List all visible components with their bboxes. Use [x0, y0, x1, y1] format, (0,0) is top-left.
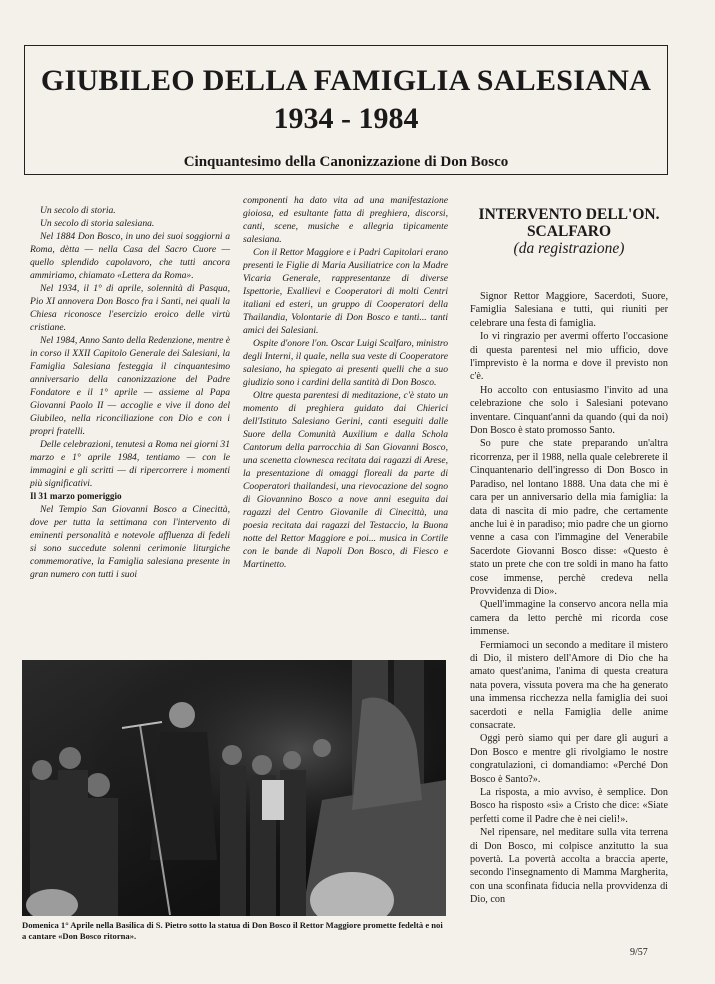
paragraph: Nel 1934, il 1° di aprile, solennità di Pasqua, Pio XI annovera Don Bosco fra i Santi, nei quali la Chiesa riconosce l'esercizio eroico delle virtù cristiane.	[30, 283, 230, 333]
paragraph: Oggi però siamo qui per dare gli auguri a Don Bosco e mentre gli rivolgiamo le nostre congratulazioni, ci domandiamo: «Perché Don Bosco è Santo?».	[470, 733, 668, 785]
page-subtitle: Cinquantesimo della Canonizzazione di Don Bosco	[183, 154, 509, 170]
page-title: GIUBILEO DELLA FAMIGLIA SALESIANA	[40, 64, 652, 97]
section-heading: Il 31 marzo pomeriggio	[30, 491, 122, 501]
paragraph: Quell'immagine la conservo ancora nella mia camera da letto perchè mi ricorda cose immense.	[470, 599, 668, 638]
paragraph: Un secolo di storia salesiana.	[40, 218, 155, 229]
paragraph: Oltre questa parentesi di meditazione, c'è stato un momento di preghiera guidato dai Chierici dell'Istituto Salesiano Gerini, canti eseguiti dalle Suore della Comunità Auxilium e dalla Schola Cantorum della parrocchia di San Giovanni Bosco, una scenetta clownesca recitata dai ragazzi di Arese, la presentazione di omaggi floreali da parte di Cooperatori thailandesi, una rievocazione del sogno di Giovannino Bosco a nove anni eseguita dai ragazzi del Centro Giovanile di Cinecittà, una poesia recitata dai ragazzi del Testaccio, la Buona notte del Rettor Maggiore e poi... musica in Cortile con le bande di Napoli Don Bosco, di Fiesco e Martinetto.	[243, 390, 448, 570]
page-title-years: 1934 - 1984	[273, 102, 419, 135]
paragraph: Nel 1984, Anno Santo della Redenzione, mentre è in corso il XXII Capitolo Generale dei Salesiani, la Famiglia Salesiana festeggia il cinquantesimo anniversario della canonizzazione del Padre Fondatore e il 1° aprile — assieme al Papa Giovanni Paolo II — accoglie e vive il dono del Giubileo, nella riconciliazione con Dio e con i propri fratelli.	[30, 335, 230, 437]
photo-caption: Domenica 1° Aprile nella Basilica di S. Pietro sotto la statua di Don Bosco il Rettor Maggiore promette fedeltà e noi a cantare «Don Bosco ritorna».	[22, 920, 443, 941]
paragraph: Fermiamoci un secondo a meditare il mistero di Dio, il mistero dell'Amore di Dio che ha amato quest'anima, l'anima di questa creatura nata povera, vissuta povera ma che ha generato una immensa ricchezza nella famiglia dei suoi sacerdoti e nella Famiglia delle anime consacrate.	[470, 639, 668, 731]
paragraph: So pure che state preparando un'altra ricorrenza, per il 1988, nella quale celebrerete il Cinquantenario dell'ingresso di Don Bosco in Paradiso, nel lontano 1888. Una data che mi è cara per un anniversario della mia famiglia: la data di nascita di mio padre, che certamente anche lui è in paradiso; mio padre che un giorno venne a casa con l'immagine del Venerabile Sacerdote Giovanni Bosco disse: «Questo è stato un prete che con tre soldi in mano ha fatto cose immense, perchè credeva nella Provvidenza di Dio».	[470, 438, 668, 597]
paragraph: Ho accolto con entusiasmo l'invito ad una celebrazione che solo i Salesiani potevano inventare. Cinquant'anni da quando (qui da noi) Don Bosco è stato promosso Santo.	[470, 384, 668, 437]
paragraph: Delle celebrazioni, tenutesi a Roma nei giorni 31 marzo e 1° aprile 1984, tentiamo — con le immagini e gli scritti — di ripercorrere i momenti più significativi.	[30, 439, 230, 489]
page-number: 9/57	[630, 947, 648, 958]
article-subtitle: (da registrazione)	[513, 240, 625, 257]
paragraph: Nel ripensare, nel meditare sulla vita terrena di Don Bosco, mi colpisce anzitutto la sua povertà. La povertà accolta a braccia aperte, secondo l'insegnamento di Mamma Margherita, con una sconfinata fiducia nella provvidenza di Dio, con	[470, 827, 668, 906]
column-1	[30, 204, 230, 581]
photo-image	[22, 660, 446, 916]
article-title: INTERVENTO DELL'ON. SCALFARO	[478, 206, 660, 240]
column-3	[470, 290, 668, 907]
paragraph: Nel 1884 Don Bosco, in uno dei suoi soggiorni a Roma, dètta — nella Casa del Sacro Cuore — quello splendido capolavoro, che tutti ancora ammiriamo, chiamato «Lettera da Roma».	[30, 231, 230, 281]
header-box	[24, 45, 668, 175]
photo-basilica-ceremony	[22, 660, 446, 916]
article-heading	[470, 206, 668, 257]
paragraph: La risposta, a mio avviso, è semplice. Don Bosco ha risposto «sì» a Cristo che dice: «Siate perfetti come il Padre che è nei cieli!».	[470, 787, 668, 825]
paragraph: Io vi ringrazio per avermi offerto l'occasione di questa parentesi nel mio ufficio, dove l'imprevisto è la norma e dove il previsto non c'è.	[470, 331, 668, 383]
paragraph: Signor Rettor Maggiore, Sacerdoti, Suore, Famiglia Salesiana e tutti, qui riuniti per celebrare una festa di famiglia.	[470, 291, 668, 329]
paragraph: Con il Rettor Maggiore e i Padri Capitolari erano presenti le Figlie di Maria Ausiliatrice con la Madre Vicaria Generale, rappresentanze di diverse Ispettorie, Exallievi e Cooperatori di molti Centri italiani ed esteri, un gruppo di Cooperatori della Thailandia, Volontarie di Don Bosco e tanti... tanti amici dei Salesiani.	[243, 247, 448, 336]
paragraph: Un secolo di storia.	[40, 205, 116, 216]
column-2	[243, 194, 448, 571]
paragraph: Nel Tempio San Giovanni Bosco a Cinecittà, dove per tutta la settimana con l'intervento di eminenti personalità e notevole affluenza di fedeli si sono succedute solenni cerimonie liturgiche commemorative, la Famiglia salesiana presente in gran numero con tutti i suoi	[30, 504, 230, 580]
paragraph: componenti ha dato vita ad una manifestazione gioiosa, ed esultante fatta di preghiera, discorsi, canti, scene, musiche e allegria tipicamente salesiana.	[243, 195, 448, 245]
paragraph: Ospite d'onore l'on. Oscar Luigi Scalfaro, ministro degli Interni, il quale, nella sua veste di Cooperatore salesiano, ha spiegato ai presenti quelli che a suo giudizio sono i cardini della santità di Don Bosco.	[243, 338, 448, 388]
